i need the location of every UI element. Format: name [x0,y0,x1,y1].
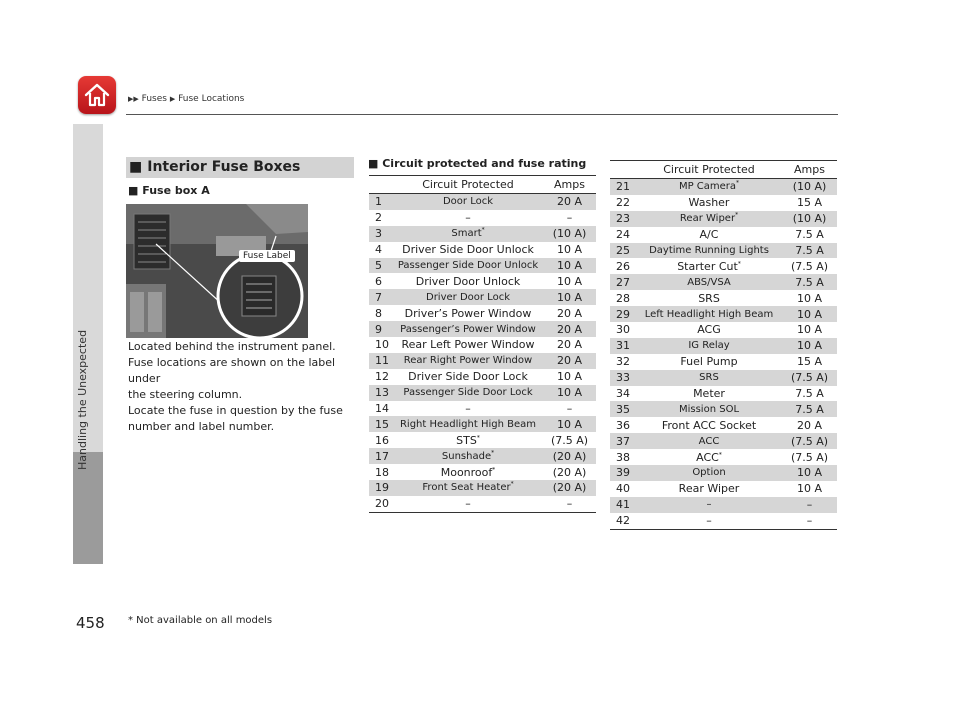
asterisk-icon: * [718,450,722,458]
breadcrumb-fuse-locations: Fuse Locations [178,94,245,104]
amps-cell: (10 A) [782,211,837,227]
asterisk-icon: * [737,260,741,268]
home-icon [83,81,111,109]
fuse-number: 25 [610,243,636,259]
footnote: * Not available on all models [128,615,273,626]
fuse-number: 23 [610,211,636,227]
square-bullet-icon: ■ [128,184,143,197]
amps-cell: 10 A [543,258,596,274]
table-row [369,258,596,274]
table-row [369,210,596,226]
circuit-cell: Daytime Running Lights [636,243,782,259]
fuse-number: 42 [610,513,636,529]
table-row [610,290,837,306]
amps-cell: 10 A [556,274,583,288]
fuse-number: 2 [375,211,382,225]
fuse-number: 36 [616,418,630,432]
table-row [610,322,837,338]
square-bullet-icon: ■ [368,157,383,170]
fuse-table-1 [369,175,596,513]
circuit-cell: Rear Wiper [678,482,740,496]
table-row [369,448,596,464]
amps-cell: 10 A [543,416,596,432]
square-bullet-icon: ■ [129,159,143,175]
amps-cell: 7.5 A [795,228,824,242]
circuit-cell: Rear Left Power Window [401,338,535,352]
fuse-number: 31 [610,338,636,354]
table-row [369,305,596,321]
fuse-number: 8 [375,306,382,320]
circuit-cell: Door Lock [393,194,543,210]
amps-cell: 10 A [796,323,823,337]
fuse-label-callout: Fuse Label [239,250,295,262]
table-row [369,273,596,289]
circuit-cell: Passenger Side Door Unlock [393,258,543,274]
fuse-number: 15 [369,416,393,432]
fuse-number: 29 [610,306,636,322]
amps-cell: – [543,496,596,512]
fuse-number: 21 [610,179,636,195]
circuit-cell: Washer [688,196,730,210]
table-row [610,401,837,417]
asterisk-icon: * [491,449,495,457]
fuse-number: 27 [610,274,636,290]
circuit-cell: Rear Right Power Window [393,353,543,369]
table-row [369,337,596,353]
table-row [369,385,596,401]
table-row [369,289,596,305]
amps-cell: (10 A) [782,179,837,195]
amps-cell: (7.5 A) [782,370,837,386]
amps-cell: (7.5 A) [790,450,829,464]
fuse-number: 12 [375,370,389,384]
fuse-number: 39 [610,465,636,481]
fuse-number: 32 [616,355,630,369]
table-row [369,496,596,512]
circuit-cell: Left Headlight High Beam [636,306,782,322]
table-row [369,353,596,369]
table-heading: ■ Circuit protected and fuse rating [368,157,587,170]
breadcrumb [128,94,244,104]
asterisk-icon: * [736,180,740,188]
circuit-cell: MP Camera* [636,179,782,195]
amps-cell: 20 A [796,418,823,432]
table-row [369,480,596,496]
location-description: Located behind the instrument panel. Fuse locations are shown on the label under the steering column. Locate the fuse in question by the fuse number and label number. [128,340,343,433]
circuit-cell: Driver Door Unlock [415,274,521,288]
circuit-cell: Front Seat Heater* [393,480,543,496]
fuse-number: 38 [616,450,630,464]
page-number: 458 [76,614,105,632]
circuit-cell: SRS [698,291,720,305]
amps-cell: 7.5 A [782,401,837,417]
table-header-row [369,176,596,194]
fuse-box-illustration [126,204,308,338]
amps-cell: 10 A [796,291,823,305]
amps-cell: (20 A) [543,448,596,464]
table-row [610,433,837,449]
fuse-number: 26 [616,259,630,273]
table-row [610,481,837,497]
breadcrumb-fuses-link[interactable]: Fuses [141,94,167,104]
table-row [610,338,837,354]
amps-cell: 7.5 A [795,387,824,401]
table-header-row [610,161,837,179]
amps-cell: 20 A [543,194,596,210]
circuit-cell: – [465,211,471,225]
amps-cell: 10 A [543,289,596,305]
fuse-number: 28 [616,291,630,305]
fuse-number: 16 [375,433,389,447]
table-row [610,465,837,481]
amps-cell: (10 A) [543,226,596,242]
circuit-cell: Sunshade* [393,448,543,464]
amps-cell: 10 A [543,385,596,401]
circuit-cell: Option [636,465,782,481]
amps-cell: (20 A) [552,465,587,479]
circuit-cell: ACC [636,433,782,449]
fuse-number: 37 [610,433,636,449]
table-row [610,258,837,274]
table-row [369,369,596,385]
header-divider [126,114,838,115]
fuse-number: 20 [369,496,393,512]
amps-cell: 10 A [796,482,823,496]
circuit-cell: IG Relay [636,338,782,354]
circuit-cell: Smart* [393,226,543,242]
fuse-number: 4 [375,243,382,257]
amps-cell: 7.5 A [782,274,837,290]
table-row [610,179,837,195]
table-row [610,354,837,370]
asterisk-icon: * [735,211,739,219]
asterisk-icon: * [481,226,485,234]
amps-cell: 10 A [556,370,583,384]
fuse-number: 22 [616,196,630,210]
amps-cell: 10 A [556,243,583,257]
amps-cell: 10 A [782,338,837,354]
amps-cell: 20 A [556,306,583,320]
amps-cell: (7.5 A) [782,433,837,449]
column-header-circuit: Circuit Protected [393,176,543,194]
fuse-number: 24 [616,228,630,242]
circuit-cell: ABS/VSA [636,274,782,290]
fuse-number: 19 [369,480,393,496]
fuse-box-heading: ■ Fuse box A [128,184,210,197]
fuse-number: 14 [375,402,389,416]
breadcrumb-arrow-icon: ▶▶ [128,95,139,103]
table-row [610,227,837,243]
table-row [610,274,837,290]
table-row [610,195,837,211]
circuit-cell: Passenger’s Power Window [393,321,543,337]
fuse-number: 33 [610,370,636,386]
column-header-amps: Amps [782,161,837,179]
circuit-cell: Mission SOL [636,401,782,417]
table-row [610,449,837,465]
circuit-cell: Meter [693,387,725,401]
circuit-cell: Front ACC Socket [661,418,757,432]
column-header-amps: Amps [543,176,596,194]
fuse-number: 9 [369,321,393,337]
fuse-number: 7 [369,289,393,305]
circuit-cell: SRS [636,370,782,386]
table-row [369,226,596,242]
table-row [610,243,837,259]
fuse-number: 13 [369,385,393,401]
table-row [610,513,837,529]
table-row [369,464,596,480]
table-row [369,401,596,417]
table-row [610,497,837,513]
circuit-cell: STS* [456,433,480,447]
amps-cell: – [566,402,573,416]
fuse-number: 18 [375,465,389,479]
asterisk-icon: * [510,481,514,489]
asterisk-icon: * [476,434,480,442]
amps-cell: 20 A [543,321,596,337]
fuse-number: 34 [616,387,630,401]
circuit-cell: – [636,513,782,529]
table-row [369,416,596,432]
amps-cell: (7.5 A) [550,433,589,447]
table-row [610,386,837,402]
table-row [369,432,596,448]
circuit-cell: Passenger Side Door Lock [393,385,543,401]
amps-cell: (20 A) [543,480,596,496]
section-title: ■ Interior Fuse Boxes [126,157,354,178]
table-row [610,417,837,433]
circuit-cell: – [465,402,471,416]
fuse-table-2 [610,160,837,530]
circuit-cell: Right Headlight High Beam [393,416,543,432]
fuse-number: 3 [369,226,393,242]
fuse-number: 40 [616,482,630,496]
circuit-cell: A/C [699,228,719,242]
circuit-cell: Rear Wiper* [636,211,782,227]
amps-cell: 20 A [543,353,596,369]
amps-cell: 20 A [556,338,583,352]
amps-cell: 10 A [782,306,837,322]
fuse-number: 1 [369,194,393,210]
amps-cell: – [782,513,837,529]
circuit-cell: ACG [697,323,721,337]
amps-cell: 15 A [796,355,823,369]
table-row [610,211,837,227]
column-header-circuit: Circuit Protected [636,161,782,179]
table-row [369,242,596,258]
amps-cell: – [782,497,837,513]
circuit-cell: Moonroof* [440,465,496,479]
circuit-cell: Driver’s Power Window [404,306,532,320]
table-row [369,194,596,210]
amps-cell: 10 A [782,465,837,481]
circuit-cell: Driver Side Door Unlock [402,243,534,257]
fuse-number: 11 [369,353,393,369]
asterisk-icon: * [492,465,496,473]
fuse-number: 5 [369,258,393,274]
circuit-cell: Fuel Pump [680,355,738,369]
fuse-number: 10 [375,338,389,352]
fuse-number: 35 [610,401,636,417]
breadcrumb-arrow-icon: ▶ [169,95,176,103]
amps-cell: – [566,211,573,225]
home-button[interactable] [78,76,116,114]
fuse-box-photo [126,204,308,338]
circuit-cell: ACC* [696,450,722,464]
amps-cell: 7.5 A [782,243,837,259]
table-row [610,370,837,386]
table-row [610,306,837,322]
amps-cell: (7.5 A) [790,259,829,273]
circuit-cell: – [636,497,782,513]
amps-cell: 15 A [796,196,823,210]
fuse-number: 17 [369,448,393,464]
circuit-cell: Starter Cut* [677,259,741,273]
fuse-number: 30 [616,323,630,337]
circuit-cell: Driver Door Lock [393,289,543,305]
fuse-number: 6 [375,274,382,288]
chapter-label: Handling the Unexpected [76,329,89,470]
table-row [369,321,596,337]
fuse-number: 41 [610,497,636,513]
circuit-cell: – [393,496,543,512]
circuit-cell: Driver Side Door Lock [408,370,528,384]
